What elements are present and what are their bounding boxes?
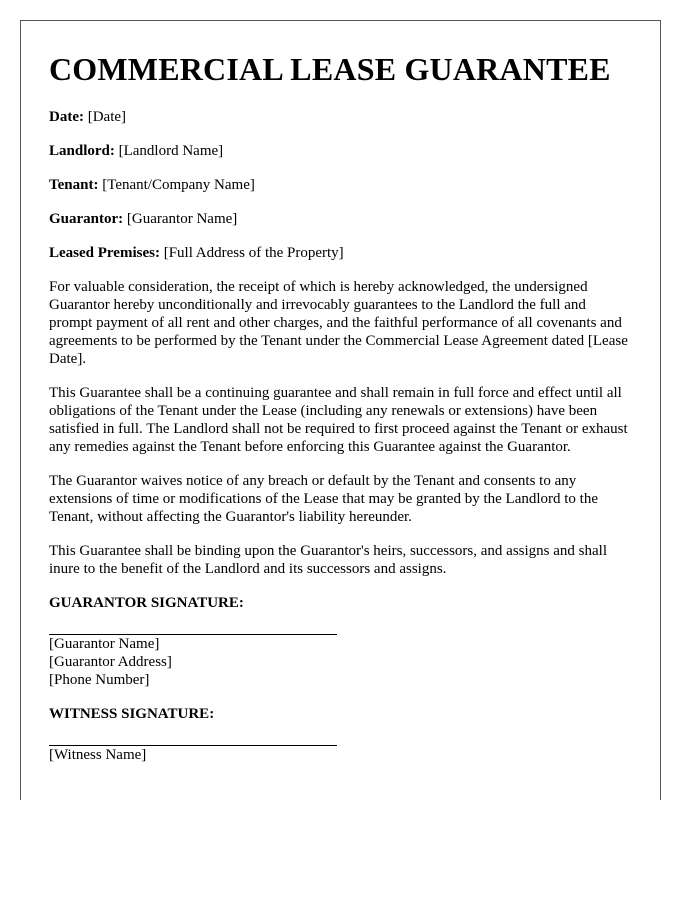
field-guarantor: [49, 210, 632, 228]
witness-name: [Witness Name]: [49, 747, 147, 763]
guarantor-signature-heading: GUARANTOR SIGNATURE:: [49, 595, 244, 611]
field-label: Tenant:: [49, 177, 99, 193]
continuing-guarantee-paragraph: This Guarantee shall be a continuing guarantee and shall remain in full force and effect until all obligations of the Tenant under the Lease (including any renewals or extensions) have been satisfied in full. The Landlord shall not be required to first proceed against the Tenant or exhaust any remedies against the Tenant before enforcing this Guarantee against the Guarantor.: [49, 385, 628, 455]
field-label: Leased Premises:: [49, 245, 160, 261]
field-landlord: [49, 142, 632, 160]
guarantor-address: [Guarantor Address]: [49, 654, 172, 670]
field-value: [Date]: [87, 109, 127, 125]
document-title: COMMERCIAL LEASE GUARANTEE: [49, 51, 611, 87]
field-label: Guarantor:: [49, 211, 124, 227]
field-tenant: [49, 176, 632, 194]
document-page: [20, 20, 661, 800]
guarantor-details: [49, 635, 632, 689]
guarantor-phone: [Phone Number]: [49, 672, 150, 688]
field-value: [Full Address of the Property]: [163, 245, 344, 261]
field-value: [Guarantor Name]: [126, 211, 238, 227]
waiver-paragraph: The Guarantor waives notice of any breach or default by the Tenant and consents to any extensions of time or modifications of the Lease that may be granted by the Landlord to the Tenant, without affecting the Guarantor's liability hereunder.: [49, 473, 599, 525]
field-leased-premises: [49, 244, 632, 262]
field-label: Landlord:: [49, 143, 115, 159]
guarantor-name: [Guarantor Name]: [49, 636, 160, 652]
binding-paragraph: This Guarantee shall be binding upon the Guarantor's heirs, successors, and assigns and shall inure to the benefit of the Landlord and its successors and assigns.: [49, 543, 607, 577]
witness-signature-heading: WITNESS SIGNATURE:: [49, 706, 215, 722]
field-value: [Landlord Name]: [118, 143, 224, 159]
field-value: [Tenant/Company Name]: [102, 177, 255, 193]
field-date: [49, 108, 632, 126]
witness-details: [49, 746, 632, 764]
guarantee-paragraph: For valuable consideration, the receipt of which is hereby acknowledged, the undersigned Guarantor hereby unconditionally and irrevocably guarantees to the Landlord the full and prompt payment of all rent and other charges, and the faithful performance of all covenants and agreements to be performed by the Tenant under the Commercial Lease Agreement dated [Lease Date].: [49, 279, 628, 367]
field-label: Date:: [49, 109, 84, 125]
